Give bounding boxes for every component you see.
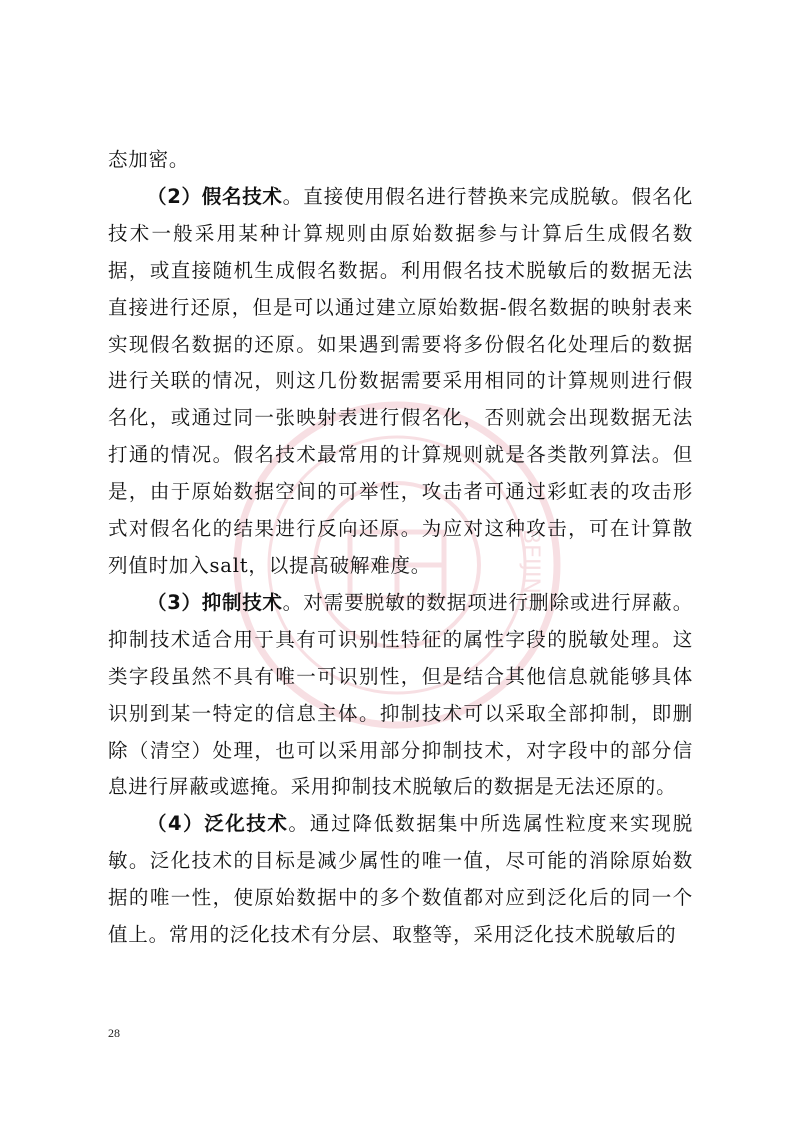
paragraph-suppression	[108, 585, 693, 806]
page-body	[108, 142, 693, 954]
paragraph-pseudonymization	[108, 179, 693, 585]
section-heading: （2）假名技术	[147, 184, 283, 208]
paragraph-text: 。对需要脱敏的数据项进行删除或进行屏蔽。抑制技术适合用于具有可识别性特征的属性字段的脱敏处理。这类字段虽然不具有唯一可识别性，但是结合其他信息就能够具体识别到某一特定的信息主体。抑制技术可以采取全部抑制，即删除（清空）处理，也可以采用部分抑制技术，对字段中的部分信息进行屏蔽或遮掩。采用抑制技术脱敏后的数据是无法还原的。	[108, 590, 693, 799]
paragraph-continuation	[108, 142, 693, 179]
page-number: 28	[108, 1026, 120, 1040]
seal-watermark-text: BEIJING	[518, 529, 543, 611]
paragraph-text: 态加密。	[108, 148, 190, 171]
section-heading: （3）抑制技术	[147, 590, 283, 614]
paragraph-generalization	[108, 806, 693, 954]
paragraph-text: 。直接使用假名进行替换来完成脱敏。假名化技术一般采用某种计算规则由原始数据参与计算后生成假名数据，或直接随机生成假名数据。利用假名技术脱敏后的数据无法直接进行还原，但是可以通过建立原始数据-假名数据的映射表来实现假名数据的还原。如果遇到需要将多份假名化处理后的数据进行关联的情况，则这几份数据需要采用相同的计算规则进行假名化，或通过同一张映射表进行假名化，否则就会出现数据无法打通的情况。假名技术最常用的计算规则就是各类散列算法。但是，由于原始数据空间的可举性，攻击者可通过彩虹表的攻击形式对假名化的结果进行反向还原。为应对这种攻击，可在计算散列值时加入salt，以提高破解难度。	[108, 184, 693, 577]
section-heading: （4）泛化技术	[147, 812, 289, 836]
paragraph-text: 。通过降低数据集中所选属性粒度来实现脱敏。泛化技术的目标是减少属性的唯一值，尽可能的消除原始数据的唯一性，使原始数据中的多个数值都对应到泛化后的同一个值上。常用的泛化技术有分层、取整等，采用泛化技术脱敏后的	[108, 812, 693, 947]
